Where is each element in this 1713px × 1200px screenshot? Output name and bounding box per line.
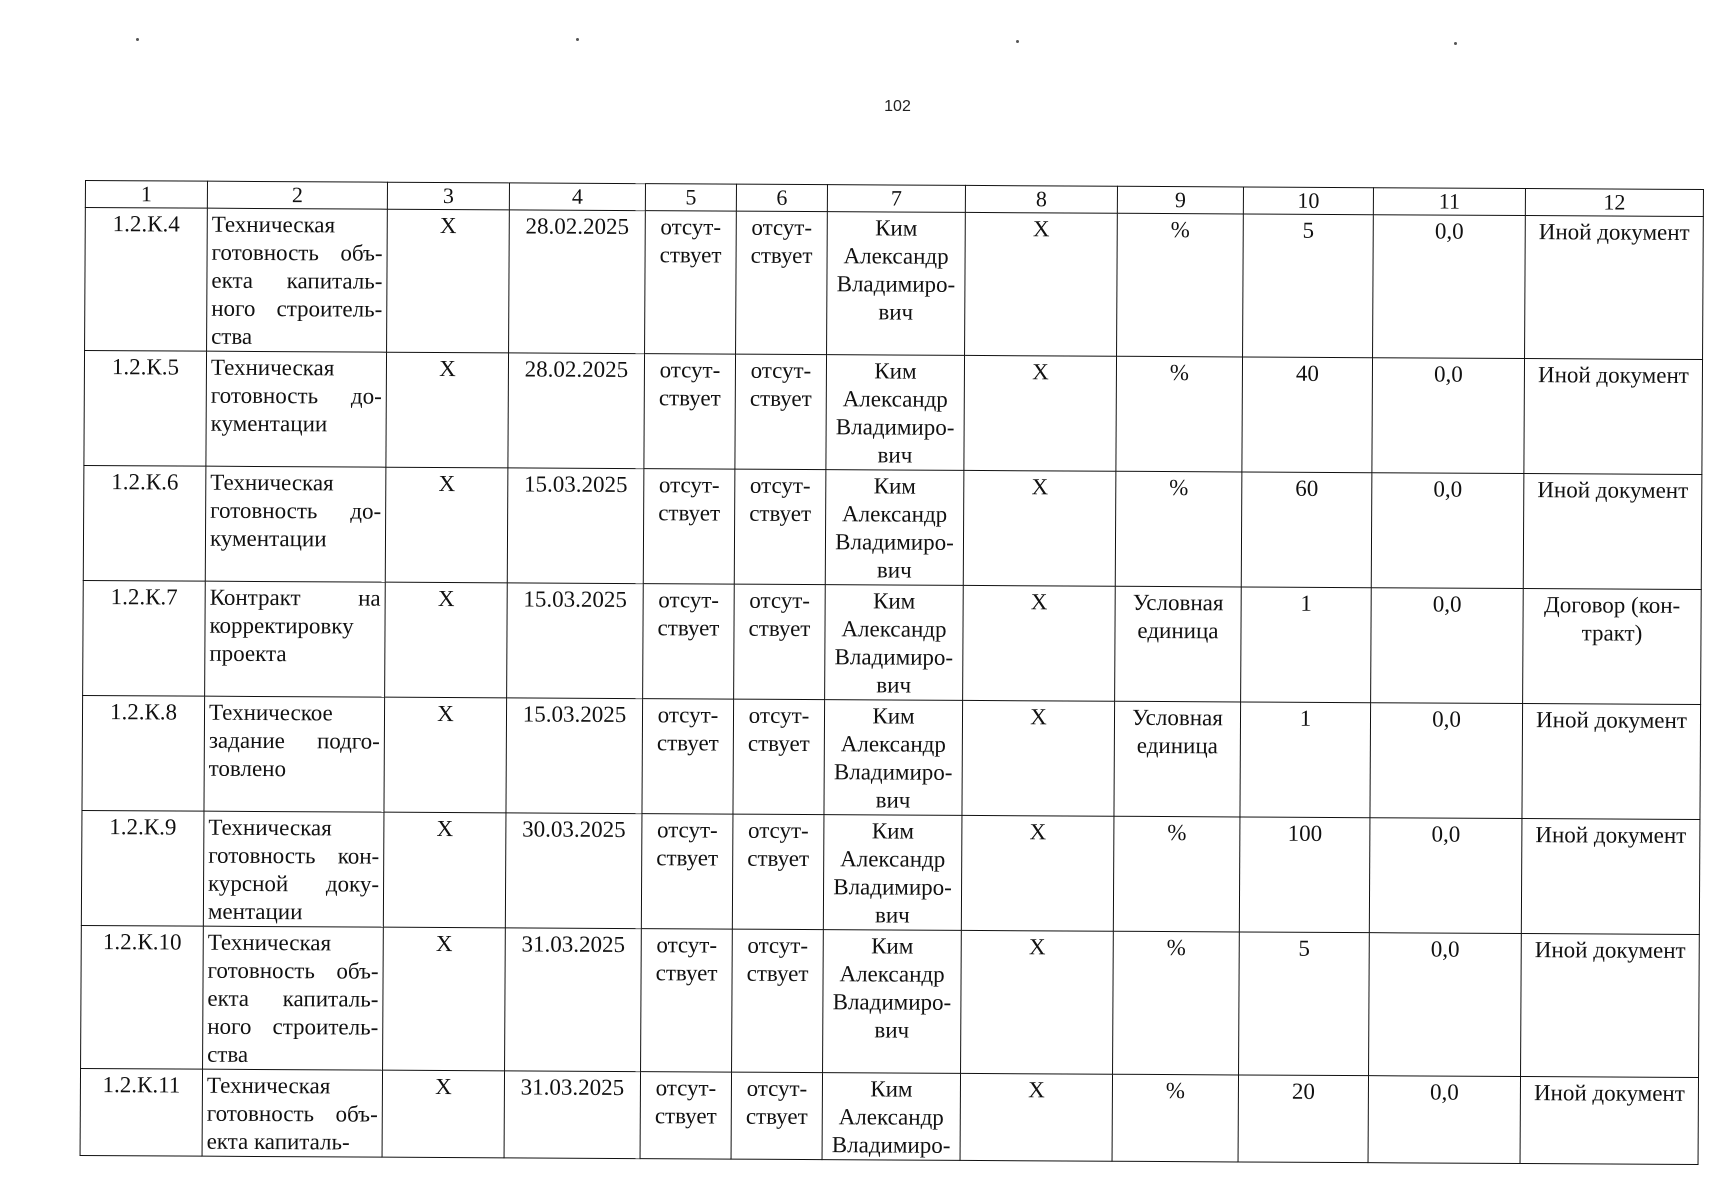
row-id-cell: 1.2.К.6 <box>83 465 206 581</box>
row-col3-cell: Х <box>385 582 508 698</box>
table-row <box>83 465 1702 589</box>
row-col6-cell: отсут-ствует <box>732 929 824 1073</box>
data-table <box>80 180 1704 1165</box>
row-col5-cell: отсут-ствует <box>645 211 737 355</box>
row-id-cell: 1.2.К.7 <box>83 580 206 696</box>
row-col11-cell: 0,0 <box>1371 473 1524 589</box>
row-responsible-cell: Ким Александр Владимиро-вич <box>823 815 962 931</box>
row-col8-cell: Х <box>963 585 1116 701</box>
table-row <box>85 208 1704 360</box>
row-name-cell: Техническая готовность объ-екта капиталь-ного строитель-ства <box>207 208 388 352</box>
row-document-cell: Иной документ <box>1521 934 1700 1078</box>
row-responsible-cell: Ким Александр Владимиро-вич <box>825 470 964 586</box>
row-name-cell: Техническая готовность кон-курсной доку-ментации <box>203 811 384 927</box>
scan-speck <box>1016 40 1019 43</box>
column-header: 7 <box>827 185 965 213</box>
row-col8-cell: Х <box>962 700 1115 816</box>
row-responsible-cell: Ким Александр Владимиро- <box>822 1073 960 1161</box>
table-row <box>84 351 1703 475</box>
column-header: 9 <box>1117 186 1243 214</box>
row-col5-cell: отсут-ствует <box>641 929 733 1073</box>
row-id-cell: 1.2.К.8 <box>82 695 205 811</box>
row-col6-cell: отсут-ствует <box>736 211 828 355</box>
row-col11-cell: 0,0 <box>1371 588 1524 704</box>
row-col5-cell: отсут-ствует <box>641 814 733 930</box>
row-col3-cell: Х <box>386 352 509 468</box>
row-col3-cell: Х <box>383 812 506 928</box>
row-value-cell: 40 <box>1242 357 1373 473</box>
row-value-cell: 1 <box>1240 702 1371 818</box>
row-responsible-cell: Ким Александр Владимиро-вич <box>823 930 962 1074</box>
column-header: 1 <box>85 181 207 209</box>
scan-speck <box>1454 42 1457 45</box>
row-col11-cell: 0,0 <box>1370 703 1523 819</box>
row-id-cell: 1.2.К.9 <box>81 810 204 926</box>
row-col5-cell: отсут-ствует <box>643 584 735 700</box>
row-col5-cell: отсут-ствует <box>640 1072 731 1160</box>
column-header: 5 <box>645 184 736 212</box>
page-number: 102 <box>884 98 911 115</box>
table-row <box>82 695 1701 819</box>
row-value-cell: 5 <box>1239 932 1370 1076</box>
row-name-cell: Техническая готовность до-кументации <box>205 466 386 582</box>
row-col11-cell: 0,0 <box>1369 933 1522 1077</box>
row-col8-cell: Х <box>964 355 1117 471</box>
row-unit-cell: % <box>1113 816 1240 932</box>
scan-speck <box>136 38 139 41</box>
row-col11-cell: 0,0 <box>1373 215 1526 359</box>
row-col5-cell: отсут-ствует <box>643 469 735 585</box>
row-col3-cell: Х <box>383 927 506 1071</box>
row-col5-cell: отсут-ствует <box>642 699 734 815</box>
row-date-cell: 15.03.2025 <box>507 468 644 584</box>
table-row <box>83 580 1702 704</box>
table-row <box>80 1068 1698 1164</box>
row-id-cell: 1.2.К.11 <box>80 1068 202 1156</box>
row-date-cell: 30.03.2025 <box>505 813 642 929</box>
row-unit-cell: % <box>1117 213 1244 357</box>
row-col6-cell: отсут-ствует <box>734 584 826 700</box>
row-col11-cell: 0,0 <box>1372 358 1525 474</box>
row-responsible-cell: Ким Александр Владимиро-вич <box>824 700 963 816</box>
row-col8-cell: Х <box>965 212 1118 356</box>
row-unit-cell: % <box>1113 931 1240 1075</box>
row-document-cell: Иной документ <box>1520 1077 1698 1165</box>
row-col6-cell: отсут-ствует <box>732 814 824 930</box>
row-unit-cell: % <box>1112 1074 1238 1162</box>
row-col6-cell: отсут-ствует <box>735 354 827 470</box>
row-unit-cell: % <box>1115 471 1242 587</box>
row-col3-cell: Х <box>387 209 510 353</box>
row-responsible-cell: Ким Александр Владимиро-вич <box>826 355 965 471</box>
row-document-cell: Иной документ <box>1521 819 1700 935</box>
column-header: 11 <box>1373 188 1525 216</box>
column-header: 3 <box>387 182 509 210</box>
row-date-cell: 28.02.2025 <box>509 210 646 354</box>
row-col3-cell: Х <box>385 467 508 583</box>
row-col8-cell: Х <box>961 815 1114 931</box>
row-name-cell: Контракт на корректировку проекта <box>205 581 386 697</box>
row-name-cell: Техническое задание подго-товлено <box>204 696 385 812</box>
row-col8-cell: Х <box>960 1073 1112 1161</box>
row-date-cell: 15.03.2025 <box>506 698 643 814</box>
row-col8-cell: Х <box>961 930 1114 1074</box>
row-id-cell: 1.2.К.5 <box>84 351 207 467</box>
row-col8-cell: Х <box>963 470 1116 586</box>
row-col6-cell: отсут-ствует <box>734 469 826 585</box>
row-value-cell: 100 <box>1239 817 1370 933</box>
row-document-cell: Иной документ <box>1522 704 1701 820</box>
row-document-cell: Иной документ <box>1523 474 1702 590</box>
row-id-cell: 1.2.К.4 <box>85 208 208 352</box>
row-value-cell: 1 <box>1241 587 1372 703</box>
row-name-cell: Техническая готовность объ-екта капиталь- <box>202 1069 382 1157</box>
row-value-cell: 60 <box>1241 472 1372 588</box>
row-col6-cell: отсут-ствует <box>733 699 825 815</box>
row-value-cell: 20 <box>1238 1075 1368 1163</box>
row-responsible-cell: Ким Александр Владимиро-вич <box>827 212 966 356</box>
column-header: 2 <box>207 181 387 209</box>
column-header: 10 <box>1243 187 1373 215</box>
column-header: 8 <box>965 185 1117 213</box>
row-value-cell: 5 <box>1243 214 1374 358</box>
row-name-cell: Техническая готовность до-кументации <box>206 351 387 467</box>
row-col11-cell: 0,0 <box>1369 818 1522 934</box>
row-col6-cell: отсут-ствует <box>731 1072 822 1160</box>
column-header: 12 <box>1525 189 1703 217</box>
table-row <box>81 925 1700 1077</box>
row-document-cell: Иной документ <box>1525 216 1704 360</box>
row-name-cell: Техническая готовность объ-екта капиталь-ного строитель-ства <box>203 926 384 1070</box>
row-date-cell: 31.03.2025 <box>505 928 642 1072</box>
column-header: 4 <box>509 183 645 211</box>
row-id-cell: 1.2.К.10 <box>81 925 204 1069</box>
row-col3-cell: Х <box>382 1070 504 1158</box>
row-unit-cell: Условная единица <box>1114 701 1241 817</box>
scan-speck <box>576 38 579 41</box>
row-document-cell: Договор (кон-тракт) <box>1523 589 1702 705</box>
row-date-cell: 31.03.2025 <box>504 1071 640 1159</box>
row-date-cell: 28.02.2025 <box>508 353 645 469</box>
row-responsible-cell: Ким Александр Владимиро-вич <box>825 585 964 701</box>
table-row <box>81 810 1700 934</box>
column-header: 6 <box>736 184 827 212</box>
row-document-cell: Иной документ <box>1524 359 1703 475</box>
row-unit-cell: Условная единица <box>1115 586 1242 702</box>
row-col11-cell: 0,0 <box>1368 1076 1520 1164</box>
row-date-cell: 15.03.2025 <box>507 583 644 699</box>
row-col3-cell: Х <box>384 697 507 813</box>
row-col5-cell: отсут-ствует <box>644 354 736 470</box>
row-unit-cell: % <box>1116 356 1243 472</box>
